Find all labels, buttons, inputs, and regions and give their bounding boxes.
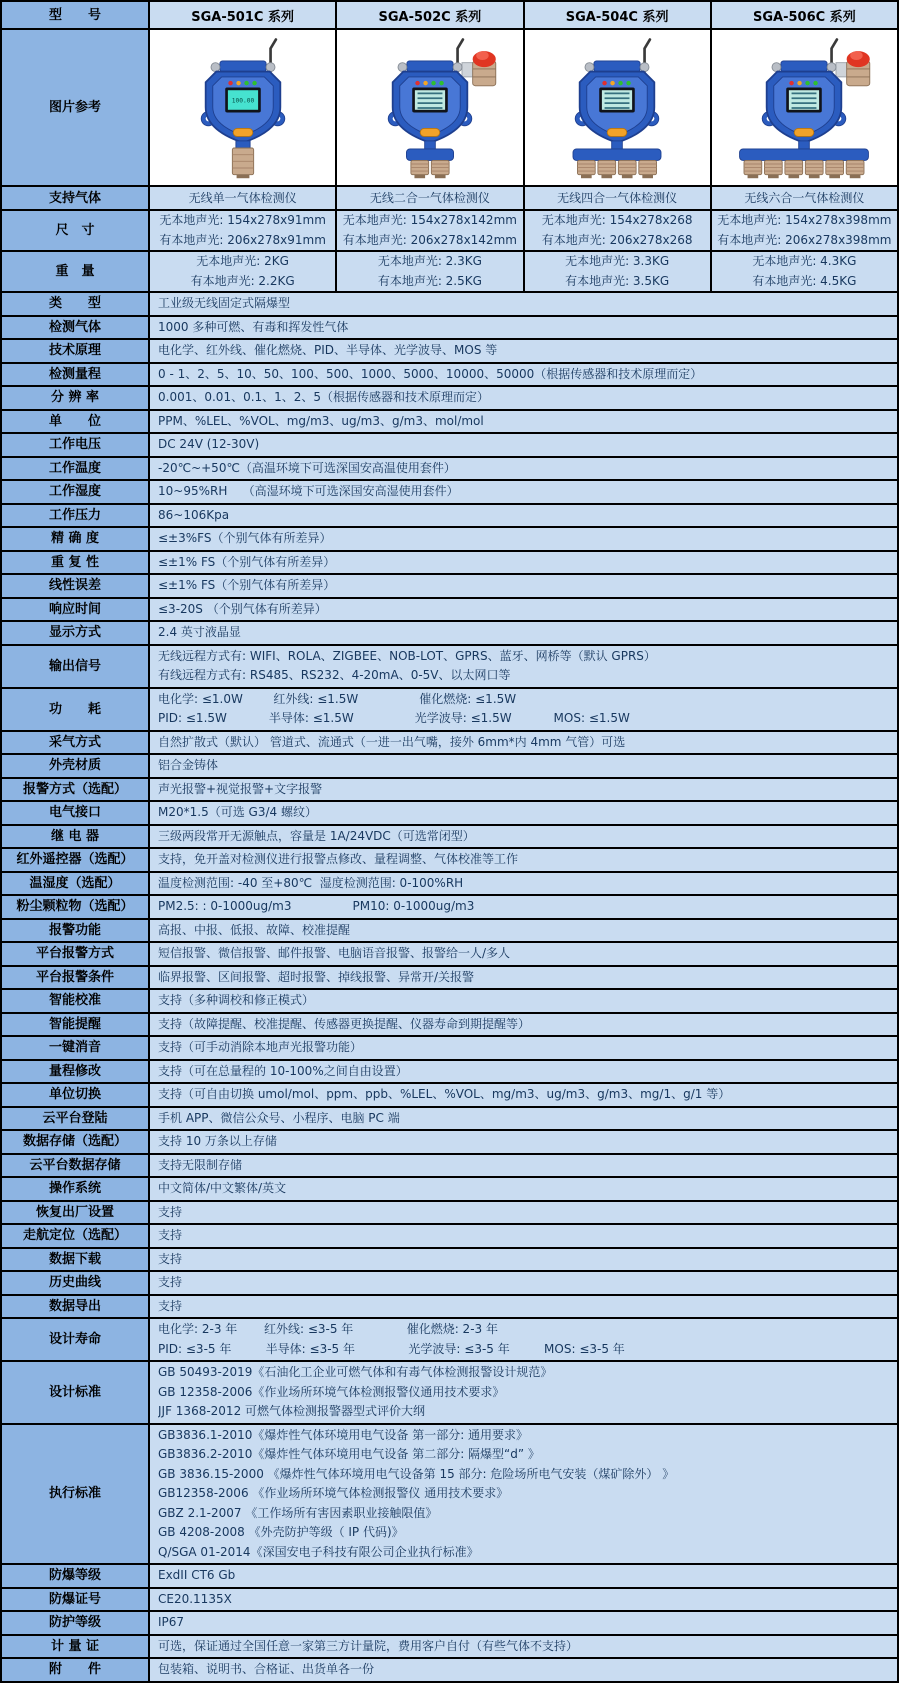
value-cell [712,211,897,250]
row-value [150,849,897,871]
row-label: 精 确 度 [2,528,150,550]
row-label: 量程修改 [2,1061,150,1083]
table-row [2,187,897,211]
value-line: JJF 1368-2012 可燃气体检测报警器型式评价大纲 [158,1404,426,1418]
table-row [2,252,897,293]
row-value [150,411,897,433]
value-line: PPM、%LEL、%VOL、mg/m3、ug/m3、g/m3、mol/mol [158,413,484,428]
row-value [150,575,897,597]
value-line: 支持 [158,1228,183,1242]
table-row [2,1296,897,1320]
table-row [2,411,897,435]
row-value [150,1014,897,1036]
value-line: 铝合金铸体 [158,758,219,772]
table-row [2,1037,897,1061]
row-value [150,1037,897,1059]
table-row [2,481,897,505]
row-label: 重 复 性 [2,552,150,574]
value-cell [150,252,337,291]
row-label: 电气接口 [2,802,150,824]
table-row [2,689,897,732]
row-label: 数据存储（选配） [2,1131,150,1153]
row-columns [150,252,897,291]
value-line: 有本地声光: 3.5KG [565,273,670,288]
value-line: 温度检测范围: -40 至+80℃ 湿度检测范围: 0-100%RH [158,875,464,890]
table-row [2,599,897,623]
row-label: 工作温度 [2,458,150,480]
row-label: 历史曲线 [2,1272,150,1294]
value-cell [525,211,712,250]
value-line: GB3836.1-2010《爆炸性气体环境用电气设备 第一部分: 通用要求》 [158,1427,529,1442]
row-label: 云平台登陆 [2,1108,150,1130]
row-label: 走航定位（选配） [2,1225,150,1247]
table-row [2,1178,897,1202]
value-line: Q/SGA 01-2014《深国安电子科技有限公司企业执行标准》 [158,1544,479,1559]
row-value [150,943,897,965]
device-image [154,36,332,180]
value-line: PM2.5: : 0-1000ug/m3 PM10: 0-1000ug/m3 [158,899,475,913]
table-row [2,293,897,317]
row-value [150,920,897,942]
image-row-label: 图片参考 [2,30,150,185]
table-row [2,1636,897,1660]
row-label: 防护等级 [2,1612,150,1634]
row-label: 防爆等级 [2,1565,150,1587]
row-value [150,481,897,503]
row-label: 检测气体 [2,317,150,339]
value-line: DC 24V (12-30V) [158,437,260,451]
header-row [2,2,897,30]
row-label: 设计寿命 [2,1319,150,1360]
value-line: 电化学、红外线、催化燃烧、PID、半导体、光学波导、MOS 等 [158,343,498,357]
value-line: 支持（可在总量程的 10-100%之间自由设置） [158,1063,408,1078]
row-value [150,1061,897,1083]
row-label: 工作湿度 [2,481,150,503]
row-label: 平台报警方式 [2,943,150,965]
table-row [2,1589,897,1613]
row-label: 线性误差 [2,575,150,597]
row-value [150,364,897,386]
value-line: 有本地声光: 206x278x268 [541,232,693,247]
table-row [2,755,897,779]
device-image-cell [525,30,712,185]
row-label: 计 量 证 [2,1636,150,1658]
row-label: 报警功能 [2,920,150,942]
value-line: 电化学: ≤1.0W 红外线: ≤1.5W 催化燃烧: ≤1.5W [158,691,517,706]
table-row [2,1061,897,1085]
value-line: M20*1.5（可选 G3/4 螺纹） [158,805,317,819]
row-label: 检测量程 [2,364,150,386]
value-line: 无本地声光: 4.3KG [752,254,857,268]
device-image-cell [150,30,337,185]
value-line: 支持 [158,1298,183,1313]
row-value [150,646,897,687]
row-label: 单 位 [2,411,150,433]
value-cell [150,187,337,209]
row-label: 支持气体 [2,187,150,209]
value-line: 支持无限制存储 [158,1157,243,1172]
value-line: ≤±3%FS（个别气体有所差异） [158,531,332,545]
row-value [150,1084,897,1106]
row-value [150,1272,897,1294]
row-value [150,1131,897,1153]
row-columns [150,211,897,250]
model-header-cell [337,2,524,28]
row-value [150,1202,897,1224]
value-line: 支持（可自由切换 umol/mol、ppm、ppb、%LEL、%VOL、mg/m3、ug/m3、g/m3、mg/1、g/1 等） [158,1087,731,1101]
row-label: 防爆证号 [2,1589,150,1611]
model-header-cell [150,2,337,28]
row-value [150,1612,897,1634]
table-row [2,802,897,826]
row-label: 一键消音 [2,1037,150,1059]
row-value [150,1178,897,1200]
table-row [2,1425,897,1566]
value-line: IP67 [158,1615,185,1629]
row-label: 分 辨 率 [2,387,150,409]
row-value [150,1108,897,1130]
value-line: 无本地声光: 154x278x142mm [342,213,517,227]
value-line: ≤±1% FS（个别气体有所差异） [158,554,336,569]
value-line: GB 3836.15-2000 《爆炸性气体环境用电气设备第 15 部分: 危险场所电气安装（煤矿除外） 》 [158,1466,675,1481]
table-row [2,387,897,411]
row-value [150,732,897,754]
value-line: 无线四合一气体检测仪 [557,191,678,205]
value-cell [337,211,524,250]
row-value [150,1565,897,1587]
value-line: GB 4208-2008 《外壳防护等级（ IP 代码)》 [158,1525,404,1539]
row-label: 技术原理 [2,340,150,362]
value-line: 有本地声光: 206x278x398mm [717,232,892,247]
model-name: SGA-506C 系列 [753,9,856,25]
value-line: GB 50493-2019《石油化工企业可燃气体和有毒气体检测报警设计规范》 [158,1365,553,1379]
value-cell [525,252,712,291]
table-row [2,1659,897,1681]
row-label: 数据导出 [2,1296,150,1318]
row-value [150,896,897,918]
row-label: 工作电压 [2,434,150,456]
device-image-cell [337,30,524,185]
row-label: 操作系统 [2,1178,150,1200]
table-row [2,528,897,552]
device-image [341,36,519,180]
row-value [150,755,897,777]
value-line: 无线远程方式有: WIFI、ROLA、ZIGBEE、NOB-LOT、GPRS、蓝牙、网桥等（默认 GPRS） [158,648,656,663]
row-value [150,873,897,895]
value-line: 无本地声光: 154x278x91mm [159,213,326,227]
model-name: SGA-501C 系列 [191,9,294,25]
table-row [2,732,897,756]
image-row [2,30,897,187]
row-value [150,826,897,848]
device-image-cell [712,30,897,185]
value-line: 包装箱、说明书、合格证、出货单各一份 [158,1662,375,1676]
row-value [150,1225,897,1247]
row-value [150,528,897,550]
table-row [2,920,897,944]
row-value [150,293,897,315]
table-row [2,622,897,646]
value-line: 支持（故障提醒、校准提醒、传感器更换提醒、仪器寿命到期提醒等） [158,1016,531,1031]
model-name: SGA-504C 系列 [565,9,669,25]
row-label: 输出信号 [2,646,150,687]
value-cell [712,187,897,209]
value-line: 有本地声光: 2.2KG [190,273,295,288]
table-row [2,646,897,689]
value-line: GB 12358-2006《作业场所环境气体检测报警仪通用技术要求》 [158,1384,505,1399]
row-label: 智能提醒 [2,1014,150,1036]
value-line: 可选，保证通过全国任意一家第三方计量院，费用客户自付（有些气体不支持） [158,1638,579,1653]
row-value [150,802,897,824]
row-label: 云平台数据存储 [2,1155,150,1177]
row-value [150,1425,897,1564]
row-label: 外壳材质 [2,755,150,777]
row-value [150,622,897,644]
value-line: GB12358-2006 《作业场所环境气体检测报警仪 通用技术要求》 [158,1486,509,1500]
row-label: 功 耗 [2,689,150,730]
value-line: PID: ≤3-5 年 半导体: ≤3-5 年 光学波导: ≤3-5 年 MOS: ≤3-5 年 [158,1341,625,1356]
table-row [2,1108,897,1132]
value-line: 支持 [158,1275,183,1289]
model-header-cell [712,2,897,28]
table-row [2,340,897,364]
value-line: 支持 10 万条以上存储 [158,1134,277,1148]
value-line: 电化学: 2-3 年 红外线: ≤3-5 年 催化燃烧: 2-3 年 [158,1322,498,1336]
header-columns [150,2,897,28]
device-image [528,36,706,180]
table-row [2,990,897,1014]
row-label: 继 电 器 [2,826,150,848]
value-line: 有本地声光: 206x278x91mm [159,232,326,247]
table-row [2,552,897,576]
value-line: 无本地声光: 2KG [196,254,289,268]
row-label: 平台报警条件 [2,967,150,989]
value-line: 无本地声光: 154x278x398mm [717,213,892,227]
value-line: 支持 [158,1204,183,1219]
value-line: 支持，免开盖对检测仪进行报警点修改、量程调整、气体校准等工作 [158,852,519,866]
value-line: 声光报警+视觉报警+文字报警 [158,781,323,796]
row-label: 温湿度（选配） [2,873,150,895]
row-label: 响应时间 [2,599,150,621]
row-value [150,1659,897,1681]
row-value [150,599,897,621]
table-row [2,1225,897,1249]
value-line: 中文简体/中文繁体/英文 [158,1181,287,1195]
table-row [2,849,897,873]
value-line: PID: ≤1.5W 半导体: ≤1.5W 光学波导: ≤1.5W MOS: ≤1.5W [158,711,630,725]
value-line: 2.4 英寸液晶显 [158,625,241,639]
table-row [2,364,897,388]
row-value [150,689,897,730]
value-cell [712,252,897,291]
value-line: 有本地声光: 4.5KG [752,273,857,288]
row-label: 附 件 [2,1659,150,1681]
table-row [2,317,897,341]
value-line: 无线单一气体检测仪 [188,191,297,205]
table-row [2,458,897,482]
table-row [2,779,897,803]
row-value [150,967,897,989]
table-row [2,1362,897,1425]
value-line: GB3836.2-2010《爆炸性气体环境用电气设备 第二部分: 隔爆型“d” 》 [158,1447,540,1461]
value-line: 1000 多种可燃、有毒和挥发性气体 [158,319,349,334]
value-line: 有本地声光: 2.5KG [377,273,482,288]
value-line: 86~106Kpa [158,507,230,522]
value-line: 0 - 1、2、5、10、50、100、500、1000、5000、10000、50000（根据传感器和技术原理而定） [158,366,703,381]
value-line: 支持（可手动消除本地声光报警功能） [158,1040,363,1054]
row-label: 红外遥控器（选配） [2,849,150,871]
value-line: 无线六合一气体检测仪 [744,191,865,205]
row-value [150,317,897,339]
row-label: 粉尘颗粒物（选配） [2,896,150,918]
row-value [150,779,897,801]
value-line: CE20.1135X [158,1591,232,1606]
row-label: 智能校准 [2,990,150,1012]
row-value [150,1319,897,1360]
value-cell [337,252,524,291]
row-label: 设计标准 [2,1362,150,1423]
value-line: 三级两段常开无源触点，容量是 1A/24VDC（可选常闭型） [158,828,475,843]
table-row [2,1014,897,1038]
row-label: 单位切换 [2,1084,150,1106]
table-row [2,1612,897,1636]
row-value [150,340,897,362]
value-line: 支持（多种调校和修正模式） [158,993,315,1007]
value-line: 工业级无线固定式隔爆型 [158,296,291,310]
value-line: 10~95%RH （高湿环境下可选深国安高湿使用套件） [158,484,459,498]
value-line: 自然扩散式（默认） 管道式、流通式（一进一出气嘴，接外 6mm*内 4mm 气管）可选 [158,734,626,749]
value-line: 高报、中报、低报、故障、校准提醒 [158,922,351,937]
row-label: 显示方式 [2,622,150,644]
value-line: 临界报警、区间报警、超时报警、掉线报警、异常开/关报警 [158,969,475,984]
value-cell [150,211,337,250]
row-label: 恢复出厂设置 [2,1202,150,1224]
row-value [150,1296,897,1318]
value-line: ≤±1% FS（个别气体有所差异） [158,578,336,592]
row-label: 数据下载 [2,1249,150,1271]
value-cell [337,187,524,209]
device-image [715,36,893,180]
row-label: 尺 寸 [2,211,150,250]
table-row [2,1084,897,1108]
model-header-cell [525,2,712,28]
row-value [150,1362,897,1423]
value-line: GBZ 2.1-2007 《工作场所有害因素职业接触限值》 [158,1505,438,1520]
row-label: 执行标准 [2,1425,150,1564]
row-columns [150,187,897,209]
table-row [2,1249,897,1273]
value-line: -20℃~+50℃（高温环境下可选深国安高温使用套件） [158,460,456,475]
svg-text:100.00: 100.00 [231,97,254,105]
row-value [150,1249,897,1271]
value-line: 无本地声光: 154x278x268 [541,213,693,227]
value-line: 无本地声光: 2.3KG [377,254,482,268]
value-line: 支持 [158,1251,183,1266]
row-label: 工作压力 [2,505,150,527]
value-line: 0.001、0.01、0.1、1、2、5（根据传感器和技术原理而定） [158,390,490,404]
value-line: 无线二合一气体检测仪 [369,191,490,205]
table-row [2,967,897,991]
table-row [2,434,897,458]
value-line: 有线远程方式有: RS485、RS232、4-20mA、0-5V、以太网口等 [158,668,511,682]
row-label: 报警方式（选配） [2,779,150,801]
table-row [2,1202,897,1226]
table-row [2,873,897,897]
row-value [150,505,897,527]
image-columns [150,30,897,185]
value-line: 短信报警、微信报警、邮件报警、电脑语音报警、报警给一人/多人 [158,946,511,960]
value-line: 有本地声光: 206x278x142mm [342,232,517,247]
row-value [150,990,897,1012]
value-line: ≤3-20S （个别气体有所差异） [158,601,327,616]
table-row [2,826,897,850]
row-value [150,458,897,480]
table-row [2,505,897,529]
table-row [2,943,897,967]
value-line: 手机 APP、微信公众号、小程序、电脑 PC 端 [158,1110,400,1125]
row-label: 重 量 [2,252,150,291]
table-row [2,896,897,920]
table-row [2,211,897,252]
row-value [150,434,897,456]
model-name: SGA-502C 系列 [378,9,482,25]
table-row [2,575,897,599]
row-value [150,1589,897,1611]
value-cell [525,187,712,209]
row-value [150,1636,897,1658]
row-value [150,1155,897,1177]
row-label: 类 型 [2,293,150,315]
table-row [2,1319,897,1362]
table-row [2,1272,897,1296]
table-row [2,1155,897,1179]
row-value [150,387,897,409]
row-label: 采气方式 [2,732,150,754]
table-row [2,1131,897,1155]
model-header-label: 型 号 [2,2,150,28]
value-line: ExdII CT6 Gb [158,1568,236,1582]
table-row [2,1565,897,1589]
value-line: 无本地声光: 3.3KG [565,254,670,268]
row-value [150,552,897,574]
